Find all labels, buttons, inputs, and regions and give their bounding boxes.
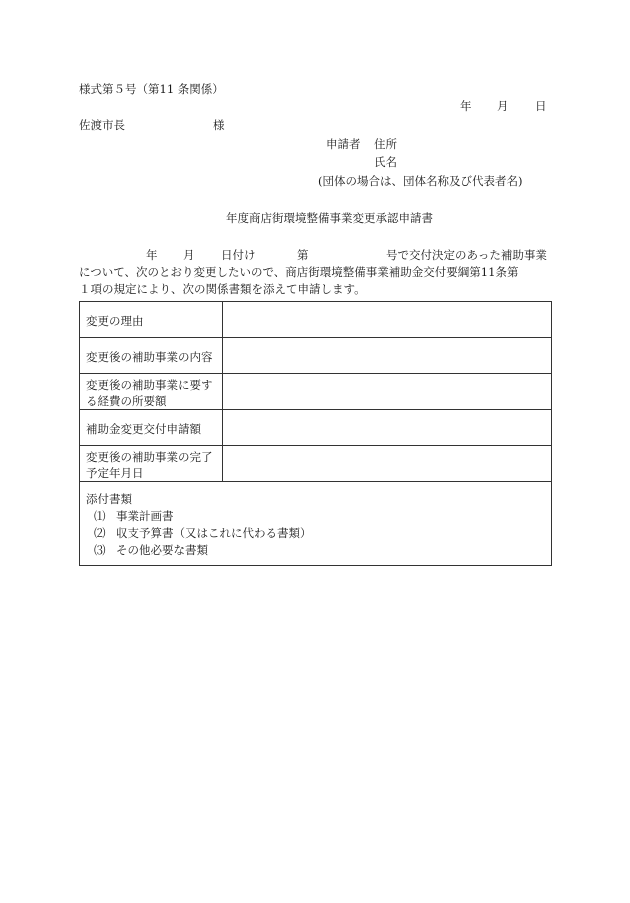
body-line-1 (79, 247, 553, 264)
row-value-cell (223, 446, 552, 481)
table-row (80, 446, 552, 482)
attachments-heading: 添付書類 (86, 492, 132, 506)
row-value-cell (223, 374, 552, 409)
application-body-text (79, 247, 553, 298)
group-note: (団体の場合は、団体名称及び代表者名) (318, 174, 523, 188)
row-label: 変更後の補助事業に要する経費の所要額 (80, 374, 223, 409)
body-number-prefix: 第 (297, 248, 309, 262)
body-month: 月 (183, 248, 195, 262)
date-year-label: 年 (460, 99, 472, 113)
table-row (80, 374, 552, 410)
date-day-label: 日 (535, 99, 547, 113)
body-year: 年 (146, 248, 158, 262)
addressee: 佐渡市長 (79, 118, 125, 132)
attachment-text: 収支予算書（又はこれに代わる書類） (116, 526, 312, 540)
attachment-item (86, 508, 551, 525)
attachments-cell (80, 482, 552, 566)
date-month-label: 月 (497, 99, 509, 113)
attachment-text: 事業計画書 (116, 509, 174, 523)
row-value-cell (223, 338, 552, 373)
body-line-3: １項の規定により、次の関係書類を添えて申請します。 (79, 282, 366, 296)
body-day-dated: 日付け (221, 248, 256, 262)
table-row (80, 410, 552, 446)
address-label: 住所 (374, 137, 397, 151)
row-value-cell (223, 302, 552, 337)
form-number: 様式第５号（第11 条関係） (79, 82, 224, 96)
row-label: 変更後の補助事業の内容 (80, 338, 223, 373)
row-value-cell (223, 410, 552, 445)
attachment-number: ⑵ (94, 526, 106, 540)
body-line-2: について、次のとおり変更したいので、商店街環境整備事業補助金交付要綱第11条第 (79, 265, 519, 279)
table-row (80, 338, 552, 374)
attachment-item (86, 525, 551, 542)
application-details-table (79, 301, 552, 566)
applicant-label: 申請者 (326, 137, 361, 151)
row-label: 変更後の補助事業の完了予定年月日 (80, 446, 223, 481)
table-row (80, 302, 552, 338)
attachment-item (86, 542, 551, 559)
attachment-number: ⑴ (94, 509, 106, 523)
name-label: 氏名 (374, 155, 397, 169)
attachment-text: その他必要な書類 (116, 543, 208, 557)
addressee-honorific: 様 (213, 118, 225, 132)
row-label: 変更の理由 (80, 302, 223, 337)
attachment-number: ⑶ (94, 543, 106, 557)
body-line-1-suffix: 号で交付決定のあった補助事業 (386, 248, 547, 262)
document-title: 年度商店街環境整備事業変更承認申請書 (226, 211, 433, 225)
row-label: 補助金変更交付申請額 (80, 410, 223, 445)
